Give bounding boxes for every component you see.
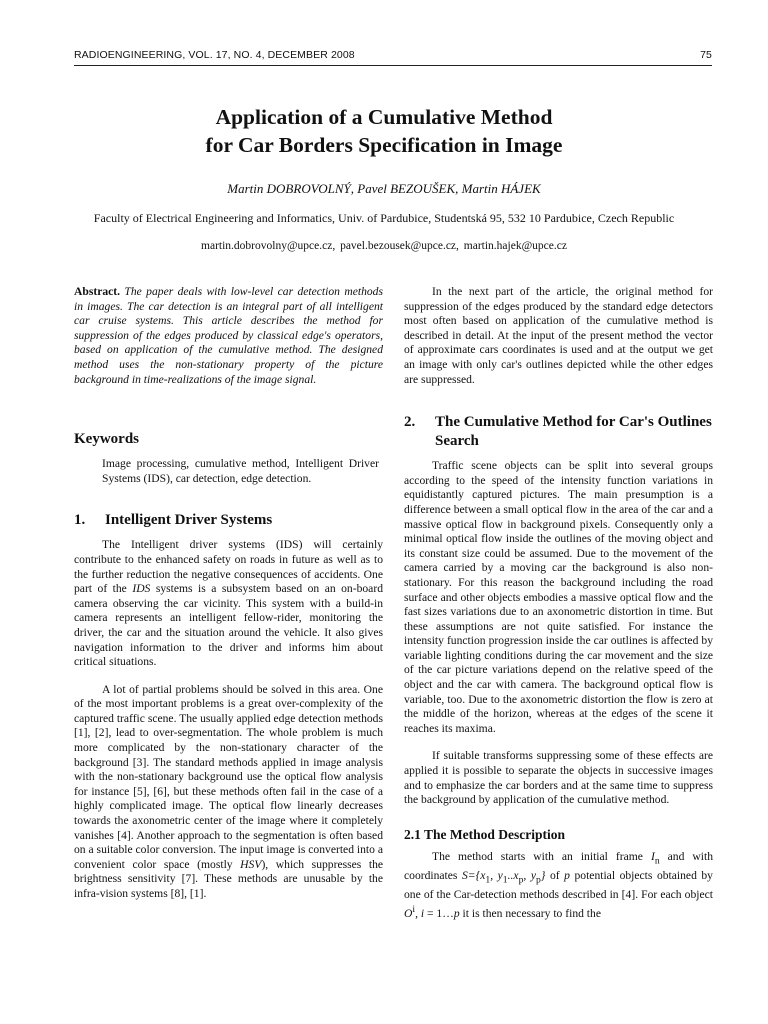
affiliation: Faculty of Electrical Engineering and Informatics, Univ. of Pardubice, Studentská 95, 532 10 Pardubice, Czech Republic <box>93 211 675 225</box>
section-2-paragraph-1: Traffic scene objects can be split into several groups according to the speed of the intensity function variations in equidistantly captured pictures. The main presumption is a difference between a small optical flow in the area of the car and a massive optical flow in background pixels. Consequently only a minimal optical flow inside the outlines of the moving object and its constant size could be assumed. Due to the movement of the camera carried by a moving car the background is also non-stationary. For this reason the background including the road surface and other objects embodies a massive optical flow and the fast sizes variations due to an axonometric distortion in time. But these assumptions are not quite satisfied. For instance the intensity function progression inside the car outlines is affected by variable lighting conditions during the car movement and the size of the car picture variations depend on the relative speed of the object and the car with camera. The background optical flow is variable, too. Due to the axonometric distortion the flow is zero at the middle of the horizon, whereas at the edges of the scene it reaches its maxima. <box>404 459 713 735</box>
journal-name: RADIOENGINEERING, VOL. 17, NO. 4, DECEMBER 2008 <box>74 49 355 61</box>
section-2-title: The Cumulative Method for Car's Outlines Search <box>435 414 712 450</box>
right-column <box>404 285 713 921</box>
section-2-paragraph-2: If suitable transforms suppressing some of these effects are applied it is possible to separate the objects in successive images and to emphasize the car borders and at the same time to suppress the background by application of the cumulative method. <box>404 749 713 807</box>
section-1-title: Intelligent Driver Systems <box>105 512 273 529</box>
section-1-heading <box>74 511 383 530</box>
section-2-number: 2. <box>404 414 416 431</box>
title-line-2: for Car Borders Specification in Image <box>205 133 563 157</box>
abstract <box>74 285 383 387</box>
section-2-1-heading: 2.1 The Method Description <box>404 826 565 842</box>
header-rule <box>74 65 712 66</box>
section-1-paragraph-1: The Intelligent driver systems (IDS) will certainly contribute to the enhanced safety on roads in future as well as to the further reduction the negative consequences of accidents. One part of the IDS systems is a subsystem based on an on-board camera observing the car vicinity. This system with a build-in camera represents an intelligent fellow-rider, monitoring the driver, the car and the situation around the vehicle. It also gives navigation information to the driver and informs him about critical situations. <box>74 538 383 669</box>
abstract-label: Abstract. <box>74 285 121 298</box>
section-2-heading <box>404 413 713 451</box>
paper-title <box>0 103 768 159</box>
running-header <box>74 49 712 61</box>
author-emails: martin.dobrovolny@upce.cz, pavel.bezousek@upce.cz, martin.hajek@upce.cz <box>201 240 567 252</box>
keywords-text: Image processing, cumulative method, Intelligent Driver Systems (IDS), car detection, edge detection. <box>102 457 379 485</box>
abstract-text: The paper deals with low-level car detection methods in images. The car detection is an integral part of all intelligent car cruise systems. This article describes the method for suppression of the edges produced by classical edge's operators, based on application of the cumulative method. The designed method uses the non-stationary property of the picture background in time-realizations of the image signal. <box>74 285 383 386</box>
author-list: Martin DOBROVOLNÝ, Pavel BEZOUŠEK, Martin HÁJEK <box>227 181 541 196</box>
title-line-1: Application of a Cumulative Method <box>215 105 553 129</box>
section-2-1-paragraph: The method starts with an initial frame $I_n$ and with coordinates $S=\{x_1$, $y_1..x_p$, $y_p$} of p potential objects obtained by one of the Car-detection methods described in [4]. For each object $O^i$, i = 1…p it is then necessary to find the <box>404 850 713 920</box>
intro-continuation: In the next part of the article, the original method for suppression of the edges produced by the standard edge detectors most often based on application of the cumulative method is described in detail. At the input of the present method the vector of approximate cars coordinates is used and at the output we get an image with only car's outlines depicted while the other edges are suppressed. <box>404 285 713 386</box>
section-1-paragraph-2: A lot of partial problems should be solved in this area. One of the most important problems is a great over-complexity of the captured traffic scene. The usually applied edge detection methods [1], [2], lead to over-segmentation. The whole problem is much more complicated by the non-stationary character of the background [3]. The standard methods applied in image analysis with the non-stationary background use the optical flow analysis for instance [5], [6], but these methods often fail in the case of a highly complicated image. The optical flow linearly decreases towards the axonometric center of the image where it completely vanishes [4]. Another approach to the segmentation is often based on a suitable color conversion. The input image is converted into a convenient color space (mostly HSV), which suppresses the brightness sensitivity [7]. These methods are unusable by the infra-vision systems [8], [1]. <box>74 682 384 900</box>
section-1-number: 1. <box>74 512 86 529</box>
left-column <box>74 285 383 902</box>
page-number: 75 <box>700 49 712 61</box>
keywords-heading: Keywords <box>74 431 139 448</box>
